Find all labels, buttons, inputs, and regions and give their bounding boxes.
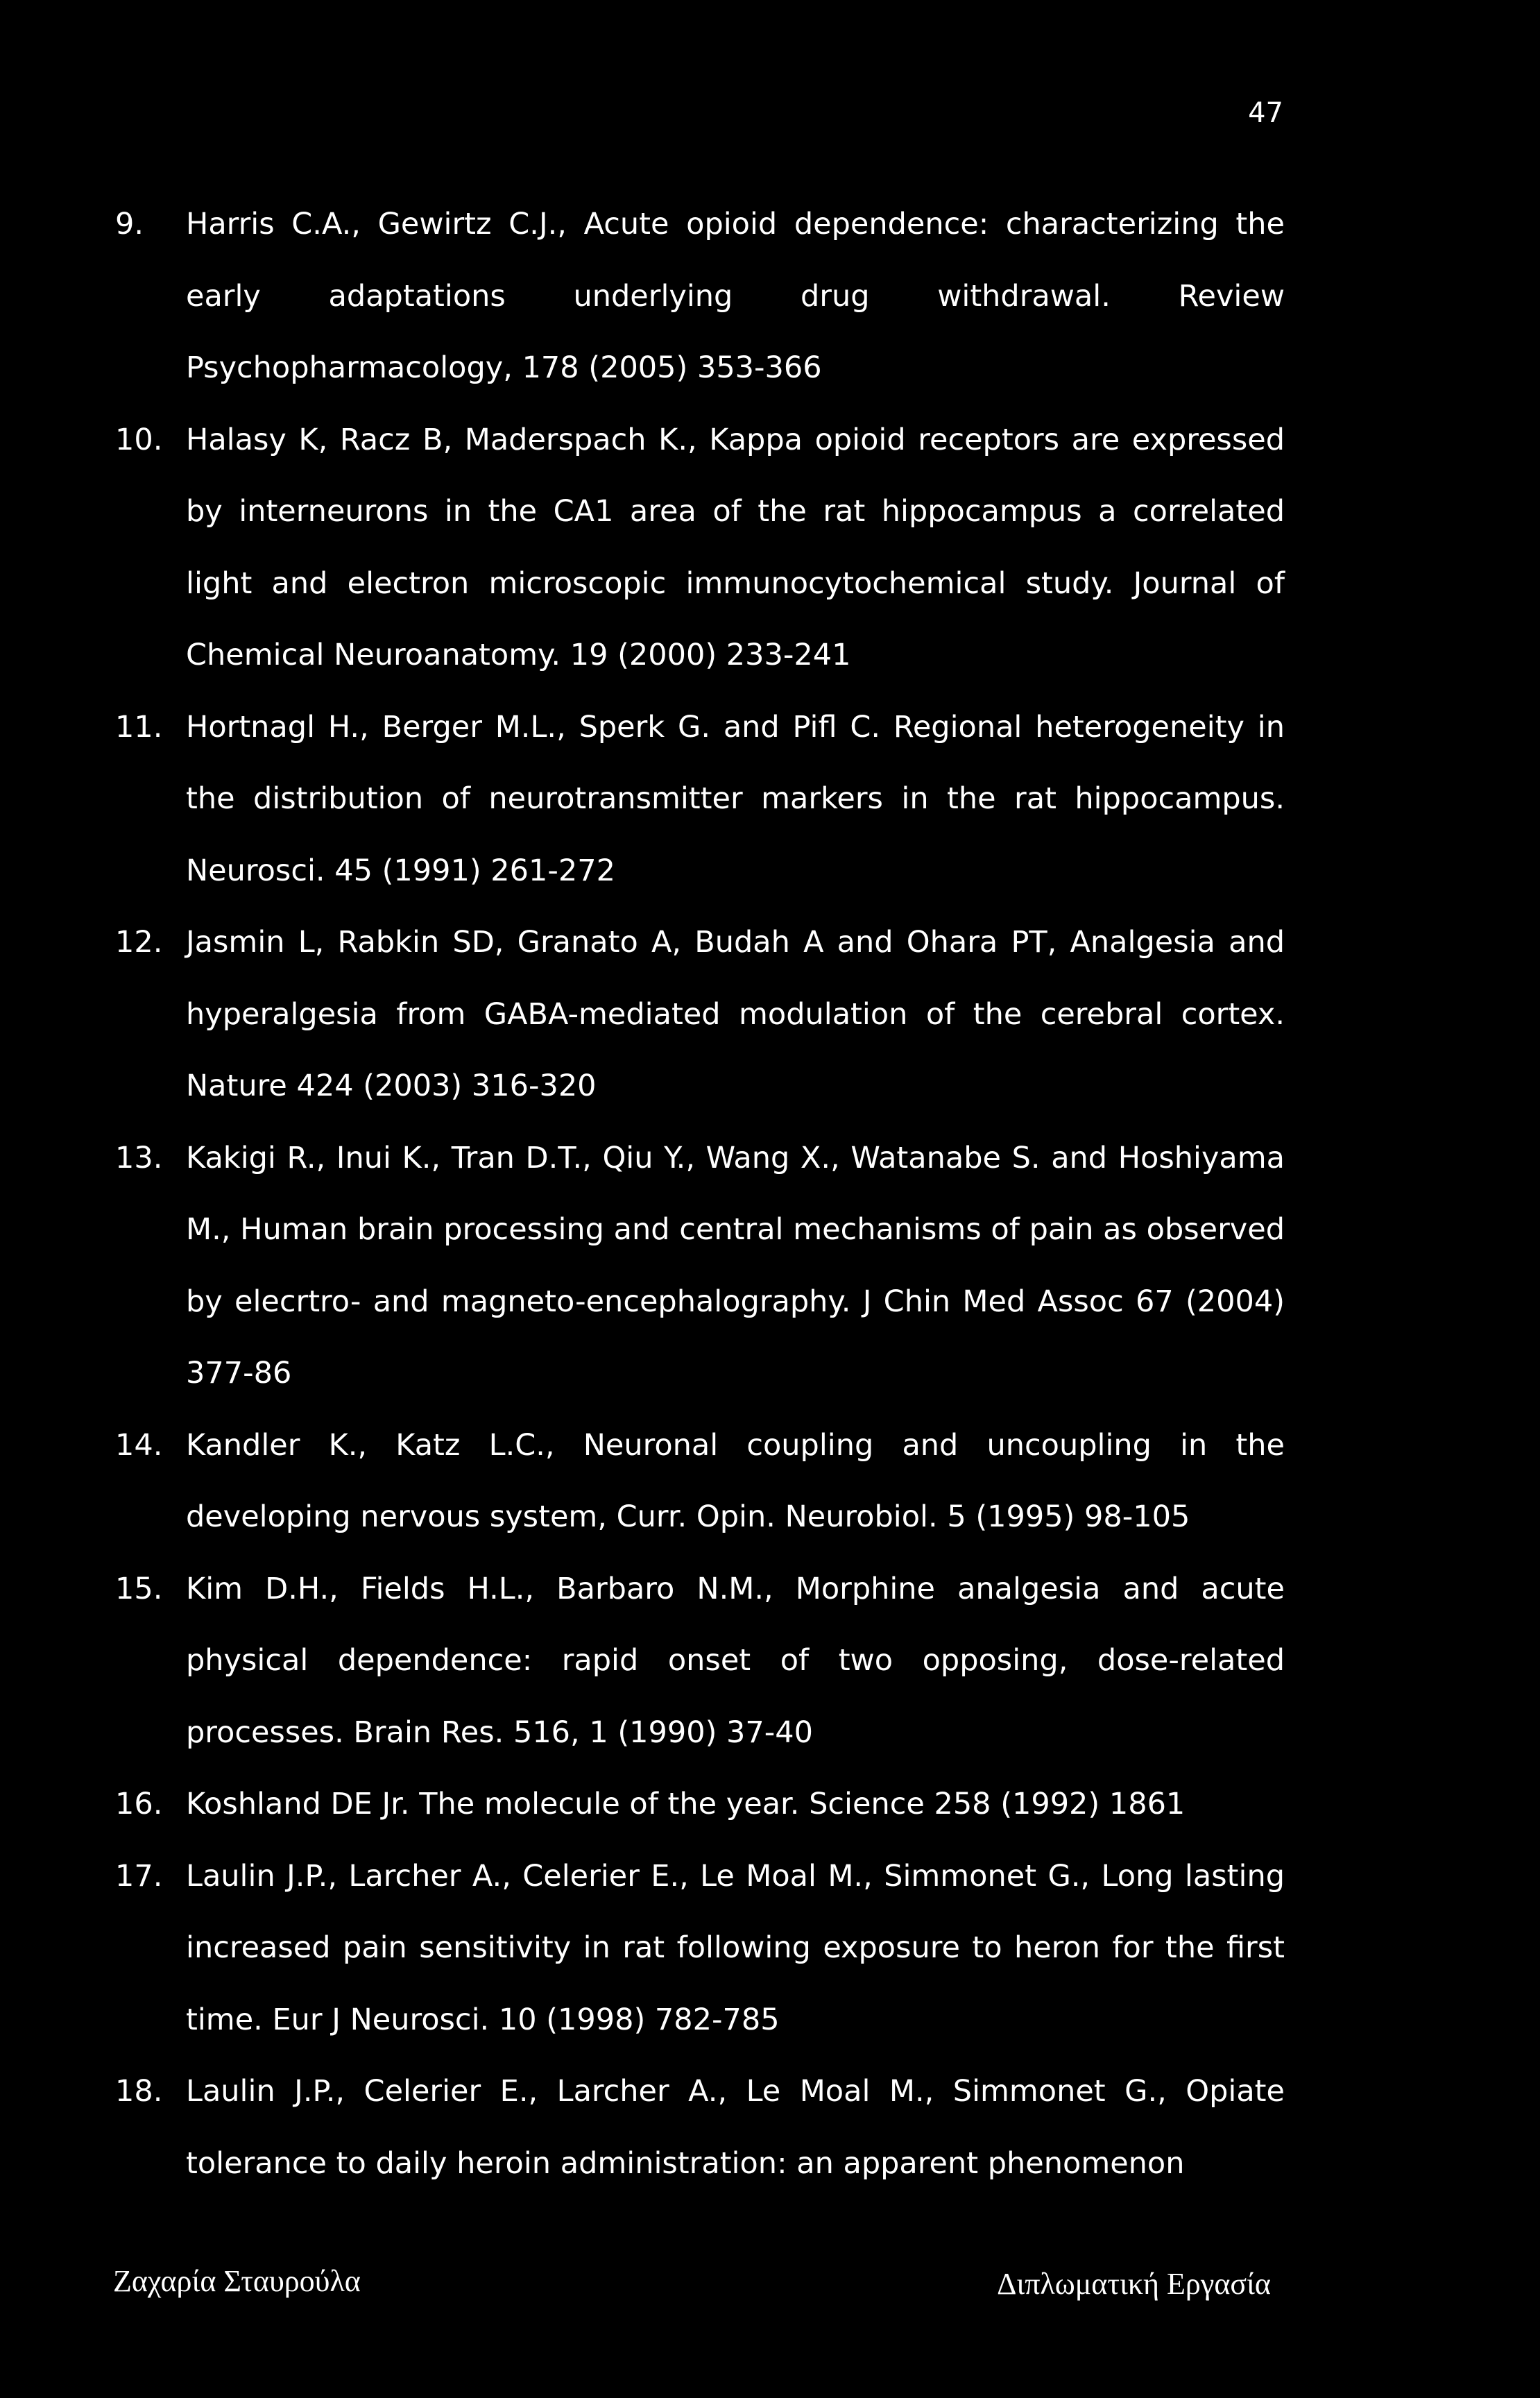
reference-text: Laulin J.P., Celerier E., Larcher A., Le Moal M., Simmonet G., Opiate tolerance to daily heroin administration: an apparent phenomenon [186,2074,1285,2181]
reference-text: Harris C.A., Gewirtz C.J., Acute opioid dependence: characterizing the early adaptations underlying drug withdrawal. Review Psychopharmacology, 178 (2005) 353-366 [186,207,1285,385]
reference-item [115,1554,1285,1769]
reference-list [115,189,1285,2200]
reference-number: 9. [115,207,144,241]
reference-text: Kakigi R., Inui K., Tran D.T., Qiu Y., Wang X., Watanabe S. and Hoshiyama M., Human brain processing and central mechanisms of pain as observed by elecrtro- and magneto-encephalography. J Chin Med Assoc 67 (2004) 377-86 [186,1140,1285,1391]
reference-text: Kandler K., Katz L.C., Neuronal coupling and uncoupling in the developing nervous system, Curr. Opin. Neurobiol. 5 (1995) 98-105 [186,1427,1285,1534]
footer-document-type: Διπλωματική Εργασία [997,2267,1271,2301]
reference-item [115,405,1285,692]
reference-number: 18. [115,2074,163,2109]
reference-item [115,692,1285,908]
page-number: 47 [1248,97,1283,129]
reference-number: 13. [115,1140,163,1175]
reference-text: Hortnagl H., Berger M.L., Sperk G. and Pifl C. Regional heterogeneity in the distribution of neurotransmitter markers in the rat hippocampus. Neurosci. 45 (1991) 261-272 [186,709,1285,888]
reference-number: 12. [115,925,163,960]
reference-text: Laulin J.P., Larcher A., Celerier E., Le Moal M., Simmonet G., Long lasting increased pain sensitivity in rat following exposure to heron for the first time. Eur J Neurosci. 10 (1998) 782-785 [186,1858,1285,2037]
reference-text: Halasy K, Racz B, Maderspach K., Kappa opioid receptors are expressed by interneurons in the CA1 area of the rat hippocampus a correlated light and electron microscopic immunocytochemical study. Journal of Chemical Neuroanatomy. 19 (2000) 233-241 [186,422,1285,672]
reference-item [115,2056,1285,2200]
footer-author: Ζαχαρία Σταυρούλα [113,2264,361,2298]
reference-number: 15. [115,1571,163,1606]
reference-number: 11. [115,709,163,745]
reference-text: Koshland DE Jr. The molecule of the year. Science 258 (1992) 1861 [186,1787,1186,1821]
reference-item [115,1410,1285,1554]
reference-item [115,1123,1285,1410]
reference-text: Kim D.H., Fields H.L., Barbaro N.M., Morphine analgesia and acute physical dependence: rapid onset of two opposing, dose-related processes. Brain Res. 516, 1 (1990) 37-40 [186,1571,1285,1750]
reference-item [115,907,1285,1123]
reference-number: 14. [115,1427,163,1463]
reference-number: 17. [115,1858,163,1894]
reference-item [115,1769,1285,1841]
reference-number: 10. [115,422,163,457]
reference-text: Jasmin L, Rabkin SD, Granato A, Budah A and Ohara PT, Analgesia and hyperalgesia from GABA-mediated modulation of the cerebral cortex. Nature 424 (2003) 316-320 [186,925,1285,1103]
reference-item [115,1841,1285,2057]
reference-item [115,189,1285,405]
reference-number: 16. [115,1787,163,1821]
